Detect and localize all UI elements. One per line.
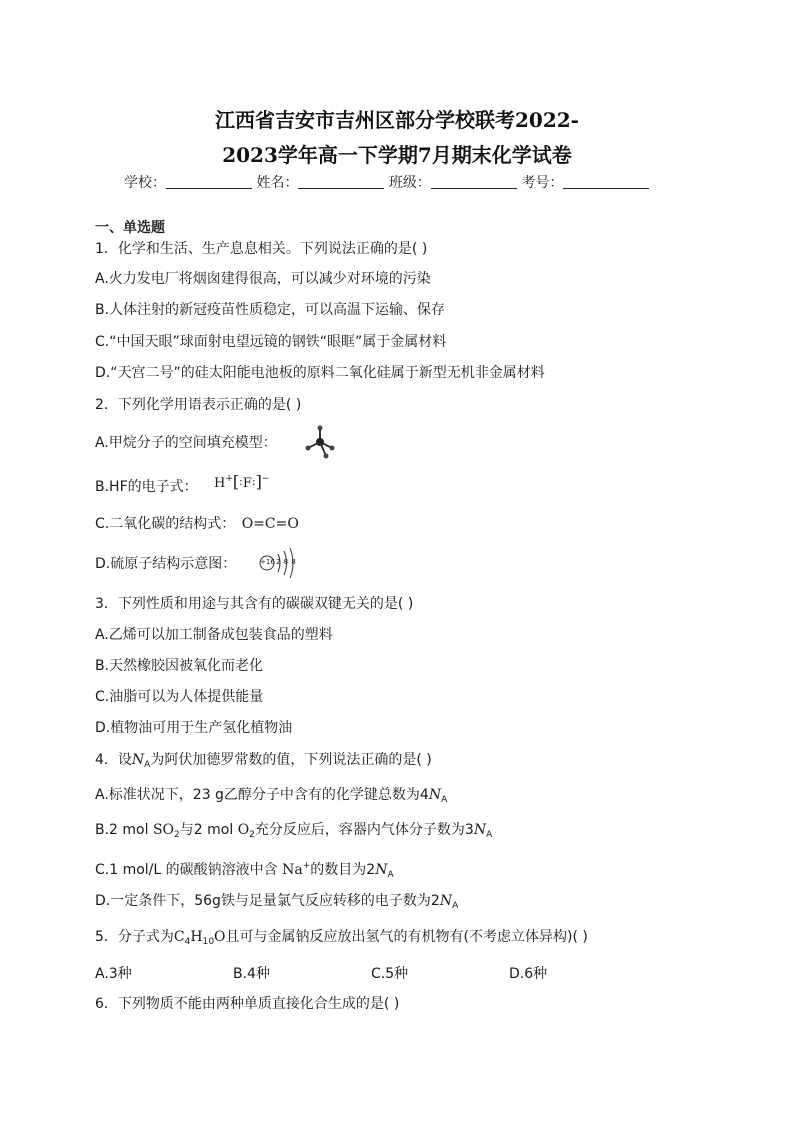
student-info-line bbox=[124, 172, 649, 192]
q3-option-c: C.油脂可以为人体提供能量 bbox=[95, 689, 264, 705]
school-label: 学校： bbox=[124, 175, 166, 191]
q2-option-a bbox=[95, 434, 277, 452]
q1-option-d: D.“天宫二号”的硅太阳能电池板的原料二氧化硅属于新型无机非金属材料 bbox=[95, 365, 545, 381]
school-blank[interactable] bbox=[166, 174, 252, 189]
methane-model-icon bbox=[304, 424, 336, 460]
q5-option-a: A.3种 bbox=[95, 966, 132, 982]
q5-stem: 5．分子式为$C_4H_{10}O$且可与金属钠反应放出氢气的有机物有(不考虑立体异构)( ) bbox=[95, 929, 588, 947]
page-title-line2: 2023学年高一下学期7月期末化学试卷 bbox=[222, 143, 572, 167]
q5-option-c: C.5种 bbox=[371, 966, 409, 982]
q6-stem: 6．下列物质不能由两种单质直接化合生成的是( ) bbox=[95, 996, 400, 1012]
sulfur-atom-diagram: +16 2 8 8 bbox=[258, 546, 298, 580]
name-blank[interactable] bbox=[298, 174, 384, 189]
hf-electron-formula: H+[:F:]− bbox=[214, 472, 270, 491]
q2-option-d-text: D.硫原子结构示意图： bbox=[95, 556, 237, 572]
q3-option-a: A.乙烯可以加工制备成包装食品的塑料 bbox=[95, 627, 333, 643]
q2-option-d bbox=[95, 555, 236, 573]
q4-option-b: B.2 mol $SO_2$与2 mol $O_2$充分反应后，容器内气体分子数为$3N_A$ bbox=[95, 822, 493, 840]
q4-option-d: D.一定条件下，56g铁与足量氯气反应转移的电子数为$2N_A$ bbox=[95, 893, 459, 911]
q1-option-c: C.“中国天眼”球面射电望远镜的钢铁“眼眶”属于金属材料 bbox=[95, 334, 447, 350]
q3-stem: 3．下列性质和用途与其含有的碳碳双键无关的是( ) bbox=[95, 596, 414, 612]
q4-option-c: C.1 mol/L 的碳酸钠溶液中含 Na+的数目为$2N_A$ bbox=[95, 861, 394, 880]
q5-option-b: B.4种 bbox=[233, 966, 270, 982]
page-title-line1: 江西省吉安市吉州区部分学校联考2022- bbox=[215, 108, 579, 132]
co2-formula: O=C=O bbox=[241, 516, 299, 532]
q3-option-d: D.植物油可用于生产氢化植物油 bbox=[95, 720, 293, 736]
q3-option-b: B.天然橡胶因被氧化而老化 bbox=[95, 658, 264, 674]
q2-option-c bbox=[95, 515, 299, 533]
q1-stem: 1．化学和生活、生产息息相关。下列说法正确的是( ) bbox=[95, 241, 428, 257]
q4-option-a: A.标准状况下，23 g乙醇分子中含有的化学键总数为$4N_A$ bbox=[95, 787, 448, 805]
class-blank[interactable] bbox=[431, 174, 517, 189]
class-label: 班级： bbox=[388, 175, 431, 191]
q1-option-a: A.火力发电厂将烟囱建得很高，可以减少对环境的污染 bbox=[95, 271, 431, 287]
name-label: 姓名： bbox=[256, 175, 299, 191]
exam-no-label: 考号： bbox=[521, 175, 564, 191]
q1-option-b: B.人体注射的新冠疫苗性质稳定，可以高温下运输、保存 bbox=[95, 302, 446, 318]
q2-option-b-text: B.HF的电子式： bbox=[95, 479, 198, 495]
q4-stem: 4．设$N_A$为阿伏加德罗常数的值，下列说法正确的是( ) bbox=[95, 752, 432, 770]
q2-option-b bbox=[95, 478, 198, 496]
q2-stem: 2．下列化学用语表示正确的是( ) bbox=[95, 397, 302, 413]
exam-no-blank[interactable] bbox=[563, 174, 649, 189]
q2-option-c-text: C.二氧化碳的结构式： bbox=[95, 516, 236, 532]
q5-option-d: D.6种 bbox=[509, 966, 548, 982]
q2-option-a-text: A.甲烷分子的空间填充模型： bbox=[95, 435, 277, 451]
section-title: 一、单选题 bbox=[95, 220, 165, 236]
